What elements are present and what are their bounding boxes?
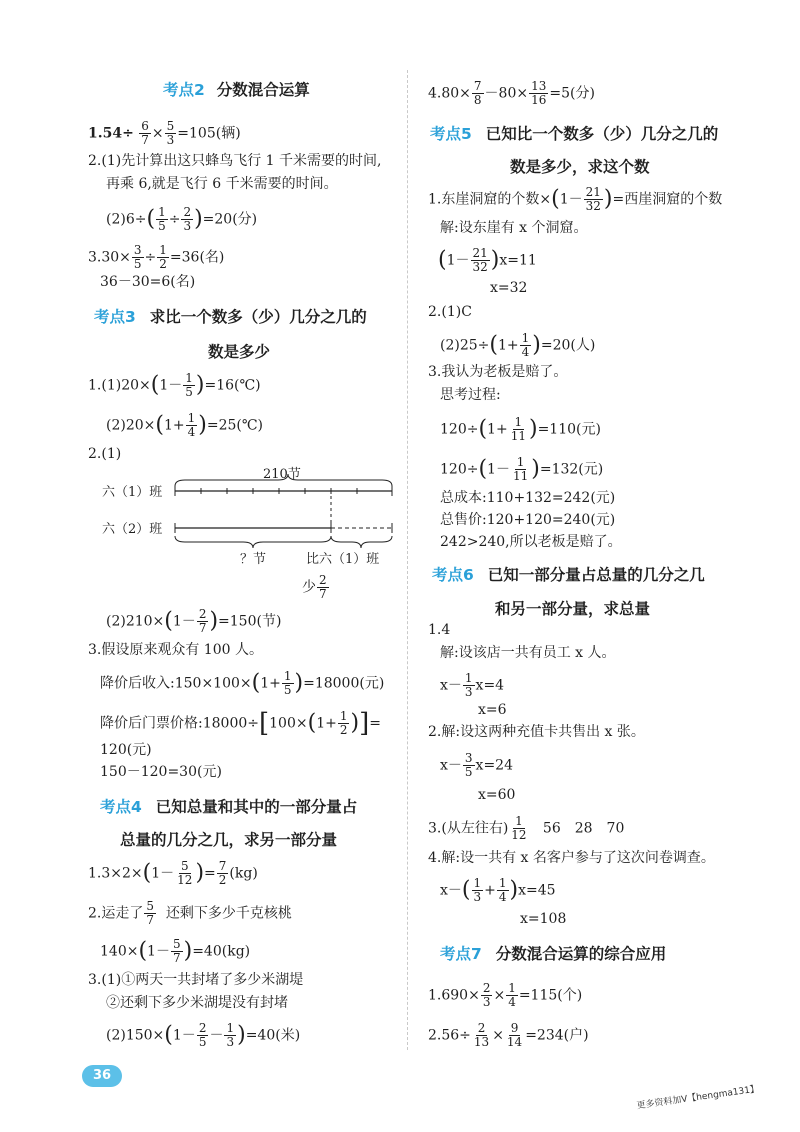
answer-line: 3.我认为老板是赔了。: [428, 364, 568, 380]
answer-line: (2)20×(1+ $\frac{1}{4}$ )=25(℃): [106, 411, 263, 439]
answer-line: 解:设该店一共有员工 x 人。: [440, 645, 616, 661]
answer-line: 3.(1)①两天一共封堵了多少米湖堤: [88, 972, 304, 988]
section-heading-3: 考点3 求比一个数多（少）几分之几的: [94, 308, 367, 326]
diagram-row1-label: 六（1）班: [102, 485, 163, 500]
answer-line: x－ $\frac{1}{3}$ x=4: [440, 671, 505, 699]
answer-line: 2.56÷ $\frac{2}{13}$ × $\frac{9}{14}$ =234(户): [428, 1021, 589, 1049]
answer-line: (2)25÷(1+ $\frac{1}{4}$ )=20(人): [440, 331, 596, 359]
answer-line: 思考过程:: [440, 387, 501, 403]
section-heading-5-line2: 数是多少，求这个数: [510, 158, 650, 176]
answer-line: x=108: [520, 911, 567, 927]
answer-line: x=60: [478, 787, 516, 803]
answer-line: 解:设东崖有 x 个洞窟。: [440, 220, 588, 236]
answer-line: 3.假设原来观众有 100 人。: [88, 642, 263, 658]
answer-line: x=6: [478, 702, 507, 718]
answer-line: 降价后门票价格:18000÷[100×(1+ $\frac{1}{2}$ )]=: [100, 708, 381, 739]
segment-diagram: [160, 468, 400, 553]
section-heading-6-line2: 和另一部分量，求总量: [495, 600, 651, 618]
answer-line: 再乘 6,就是飞行 6 千米需要的时间。: [106, 176, 338, 192]
answer-line: 2.(1)C: [428, 304, 472, 320]
page-number-badge: 36: [82, 1065, 122, 1087]
section-heading-7: 考点7 分数混合运算的综合应用: [440, 945, 667, 963]
answer-line: (2)6÷( $\frac{1}{5}$ ÷ $\frac{2}{3}$ )=20(分): [106, 205, 258, 233]
answer-line: (2)150×(1－ $\frac{2}{5}$ － $\frac{1}{3}$ )=40(米): [106, 1021, 301, 1049]
answer-line: 3.(从左往右) $\frac{1}{12}$ 56 28 70: [428, 814, 625, 842]
section-heading-6: 考点6 已知一部分量占总量的几分之几: [432, 566, 705, 584]
answer-line: x=32: [490, 280, 528, 296]
section-heading-4: 考点4 已知总量和其中的一部分量占: [100, 798, 358, 816]
answer-line: 1.54÷ $\frac{6}{7}$ × $\frac{5}{3}$ =105(辆): [88, 119, 241, 147]
answer-line: 2.解:设这两种充值卡共售出 x 张。: [428, 724, 645, 740]
answer-line: 120÷(1+ $\frac{1}{11}$ )=110(元): [440, 415, 601, 443]
answer-line: 总成本:110+132=242(元): [440, 490, 616, 506]
answer-line: 242>240,所以老板是赔了。: [440, 534, 622, 550]
section-heading-4-line2: 总量的几分之几，求另一部分量: [120, 831, 338, 849]
answer-line: 1.4: [428, 622, 451, 638]
answer-line: 140×(1－ $\frac{5}{7}$ )=40(kg): [100, 937, 251, 965]
answer-line: ②还剩下多少米湖堤没有封堵: [106, 995, 288, 1011]
diagram-unknown-label: ？节: [240, 552, 267, 567]
diagram-row2-label: 六（2）班: [102, 522, 163, 537]
answer-line: 120(元): [100, 742, 152, 758]
diagram-less-label: 少 $\frac{2}{7}$: [302, 573, 327, 601]
answer-line: 3.30× $\frac{3}{5}$ ÷ $\frac{1}{2}$ =36(名): [88, 243, 225, 271]
answer-line: x－( $\frac{1}{3}$ + $\frac{1}{4}$ )x=45: [440, 876, 556, 904]
column-divider: [407, 70, 408, 1050]
answer-line: (1－ $\frac{21}{32}$ )x=11: [438, 246, 537, 274]
answer-line: 2.(1): [88, 446, 122, 462]
section-label: 考点2: [163, 81, 205, 99]
answer-line: 150－120=30(元): [100, 764, 222, 780]
answer-line: 1.(1)20×(1－ $\frac{1}{5}$ )=16(℃): [88, 371, 261, 399]
answer-line: 1.东崖洞窟的个数×(1－ $\frac{21}{32}$ )=西崖洞窟的个数: [428, 185, 723, 213]
watermark: 更多资料加V【hengma131】: [636, 1084, 760, 1112]
answer-line: 总售价:120+120=240(元): [440, 512, 616, 528]
answer-line: 降价后收入:150×100×(1+ $\frac{1}{5}$ )=18000(元): [100, 669, 385, 697]
answer-line: 2.运走了 $\frac{5}{7}$ 还剩下多少千克核桃: [88, 899, 292, 927]
answer-line: 36－30=6(名): [100, 274, 196, 290]
answer-line: 4.80× $\frac{7}{8}$ －80× $\frac{13}{16}$ =5(分): [428, 79, 595, 107]
section-title: 分数混合运算: [216, 81, 310, 99]
diagram-compare-label: 比六（1）班: [306, 552, 380, 567]
section-heading-5: 考点5 已知比一个数多（少）几分之几的: [430, 125, 719, 143]
answer-line: 1.3×2×(1－ $\frac{5}{12}$ )= $\frac{7}{2}$ (kg): [88, 859, 258, 887]
answer-line: x－ $\frac{3}{5}$ x=24: [440, 751, 513, 779]
diagram-total-label: 210节: [263, 467, 301, 482]
answer-line: 2.(1)先计算出这只蜂鸟飞行 1 千米需要的时间,: [88, 153, 382, 169]
answer-line: (2)210×(1－ $\frac{2}{7}$ )=150(节): [106, 607, 282, 635]
section-heading-3-line2: 数是多少: [208, 343, 271, 361]
answer-line: 4.解:设一共有 x 名客户参与了这次问卷调查。: [428, 850, 715, 866]
answer-line: 120÷(1－ $\frac{1}{11}$ )=132(元): [440, 455, 604, 483]
answer-line: 1.690× $\frac{2}{3}$ × $\frac{1}{4}$ =115(个): [428, 981, 583, 1009]
section-heading-2: [163, 78, 310, 100]
